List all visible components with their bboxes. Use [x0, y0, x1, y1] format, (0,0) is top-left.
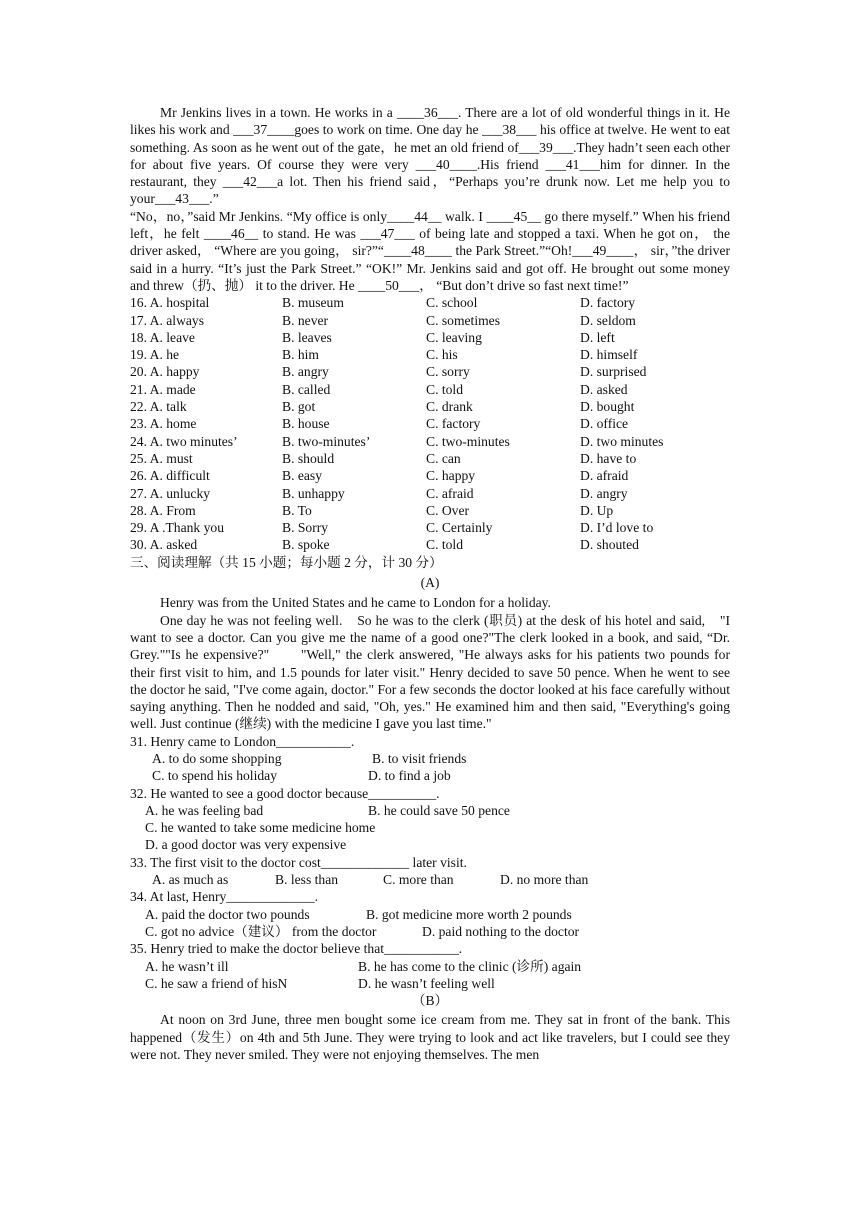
- option-d: D. angry: [580, 485, 628, 501]
- cloze-question: [130, 381, 730, 398]
- option-a: 24. A. two minutes’: [130, 433, 238, 449]
- option-row: [130, 871, 730, 888]
- section-heading: 三、阅读理解（共 15 小题；每小题 2 分，计 30 分）: [130, 554, 443, 570]
- option-a: 18. A. leave: [130, 329, 195, 345]
- option-d: D. himself: [580, 347, 638, 363]
- option-a: 25. A. must: [130, 450, 193, 466]
- option-d: D. shouted: [580, 537, 639, 553]
- option-row: [130, 767, 730, 784]
- cloze-question: [130, 519, 730, 536]
- option-b: B. should: [282, 450, 335, 466]
- option-b: B. got medicine more worth 2 pounds: [366, 906, 572, 922]
- option-a: 22. A. talk: [130, 399, 187, 415]
- cloze-paragraph-2: “No，no，”said Mr Jenkins. “My office is only____44__ walk. I ____45__ go there myself.” When his friend left，he felt ____46__ to stand. He was ___47___ of being late and stopped a taxi. When he got on， the driver asked， “Where are you going， sir?”“____48____ the Park Street.”“Oh!___49____， sir，”the driver said in a hurry. “It’s just the Park Street.” “OK!” Mr. Jenkins said and got off. He brought out some money and threw（扔、抛） it to the driver. He ____50___， “But don’t drive so fast next time!”: [130, 208, 730, 293]
- passage-a-paragraph-1: Henry was from the United States and he came to London for a holiday.: [160, 595, 551, 611]
- question-stem: 35. Henry tried to make the doctor believe that___________.: [130, 941, 463, 957]
- option-c: C. sometimes: [426, 312, 501, 328]
- passage-b-paragraph-1: At noon on 3rd June, three men bought some ice cream from me. They sat in front of the bank. This happened（发生）on 4th and 5th June. They were trying to look and act like travelers, but I could see they were not. They never smiled. They were not enjoying themselves. The men: [130, 1012, 730, 1063]
- option-c: C. got no advice（建议） from the doctor: [145, 923, 377, 939]
- option-row: [130, 836, 730, 853]
- option-a: 16. A. hospital: [130, 295, 210, 311]
- option-d: D. factory: [580, 295, 636, 311]
- reading-question-32: [130, 785, 730, 854]
- cloze-question: [130, 433, 730, 450]
- option-d: D. Up: [580, 502, 614, 518]
- reading-question-34: [130, 888, 730, 940]
- option-c: C. leaving: [426, 329, 482, 345]
- option-b: B. less than: [275, 872, 339, 888]
- option-row: [130, 975, 730, 992]
- question-stem: 31. Henry came to London___________.: [130, 733, 355, 749]
- reading-question-35: [130, 940, 730, 992]
- option-a: A. paid the doctor two pounds: [145, 906, 310, 922]
- option-a: A. as much as: [152, 872, 229, 888]
- option-c: C. told: [426, 537, 464, 553]
- option-row: [130, 923, 730, 940]
- passage-a-paragraph-2: One day he was not feeling well. So he was to the clerk (职员) at the desk of his hotel and said, "I want to see a doctor. Can you give me the name of a good one?"The clerk looked in a book, and said, “Dr. Grey.""Is he expensive?" "Well," the clerk answered, "He always asks for his patients two pounds for their first visit to him, and 1.5 pounds for later visit." Henry decided to save 50 pence. When he went to see the doctor he said, "I've come again, doctor." For a few seconds the doctor looked at his face carefully without saying anything. Then he nodded and said, "Oh, yes." He examined him and then said, "Everything's going well. Just continue (继续) with the medicine I gave you last time.": [130, 612, 730, 732]
- option-b: B. got: [282, 399, 316, 415]
- option-d: D. afraid: [580, 468, 629, 484]
- cloze-question: [130, 536, 730, 553]
- option-d: D. office: [580, 416, 629, 432]
- option-row: [130, 906, 730, 923]
- option-d: D. asked: [580, 381, 628, 397]
- option-d: D. bought: [580, 399, 635, 415]
- option-a: A. to do some shopping: [152, 750, 282, 766]
- option-b: B. angry: [282, 364, 329, 380]
- option-a: 17. A. always: [130, 312, 205, 328]
- reading-question-31: [130, 733, 730, 785]
- option-c: C. Over: [426, 502, 470, 518]
- question-stem: 33. The first visit to the doctor cost_____________ later visit.: [130, 854, 467, 870]
- option-a: A. he was feeling bad: [145, 802, 264, 818]
- option-d: D. two minutes: [580, 433, 664, 449]
- option-row: [130, 750, 730, 767]
- option-c: C. Certainly: [426, 520, 493, 536]
- passage-b-label: （B）: [411, 993, 449, 1009]
- option-c: C. told: [426, 381, 464, 397]
- option-c: C. happy: [426, 468, 476, 484]
- cloze-question: [130, 502, 730, 519]
- option-c: C. his: [426, 347, 458, 363]
- option-c: C. he saw a friend of hisN: [145, 975, 288, 991]
- cloze-question: [130, 363, 730, 380]
- option-a: 29. A .Thank you: [130, 520, 225, 536]
- option-b: B. house: [282, 416, 330, 432]
- option-d: D. paid nothing to the doctor: [422, 923, 580, 939]
- option-c: C. he wanted to take some medicine home: [145, 820, 376, 836]
- option-b: B. easy: [282, 468, 323, 484]
- option-row: [130, 819, 730, 836]
- option-a: 23. A. home: [130, 416, 197, 432]
- option-a: 26. A. difficult: [130, 468, 210, 484]
- option-d: D. he wasn’t feeling well: [358, 975, 495, 991]
- option-c: C. sorry: [426, 364, 470, 380]
- option-b: B. he could save 50 pence: [368, 802, 510, 818]
- option-b: B. To: [282, 502, 312, 518]
- cloze-question: [130, 398, 730, 415]
- exam-page: [130, 104, 730, 1063]
- reading-question-33: [130, 854, 730, 889]
- option-c: C. school: [426, 295, 478, 311]
- option-d: D. a good doctor was very expensive: [145, 837, 347, 853]
- option-b: B. leaves: [282, 329, 332, 345]
- question-stem: 34. At last, Henry_____________.: [130, 889, 319, 905]
- option-a: 30. A. asked: [130, 537, 198, 553]
- option-a: 20. A. happy: [130, 364, 200, 380]
- option-b: B. never: [282, 312, 329, 328]
- option-c: C. can: [426, 450, 461, 466]
- option-b: B. spoke: [282, 537, 330, 553]
- option-c: C. more than: [383, 872, 454, 888]
- option-row: [130, 958, 730, 975]
- option-b: B. to visit friends: [372, 750, 467, 766]
- option-b: B. two-minutes’: [282, 433, 371, 449]
- option-a: 27. A. unlucky: [130, 485, 211, 501]
- option-d: D. left: [580, 329, 615, 345]
- option-b: B. him: [282, 347, 320, 363]
- option-a: 21. A. made: [130, 381, 196, 397]
- option-c: C. drank: [426, 399, 473, 415]
- cloze-question: [130, 467, 730, 484]
- cloze-question: [130, 312, 730, 329]
- option-d: D. seldom: [580, 312, 636, 328]
- option-d: D. have to: [580, 450, 637, 466]
- option-b: B. he has come to the clinic (诊所) again: [358, 958, 582, 974]
- option-d: D. surprised: [580, 364, 647, 380]
- option-a: A. he wasn’t ill: [145, 958, 229, 974]
- option-d: D. I’d love to: [580, 520, 654, 536]
- cloze-question: [130, 485, 730, 502]
- option-b: B. museum: [282, 295, 344, 311]
- cloze-question: [130, 294, 730, 311]
- option-c: C. factory: [426, 416, 481, 432]
- question-stem: 32. He wanted to see a good doctor because__________.: [130, 785, 440, 801]
- option-b: B. called: [282, 381, 331, 397]
- passage-a-label: (A): [420, 575, 440, 591]
- option-a: 19. A. he: [130, 347, 180, 363]
- option-c: C. afraid: [426, 485, 474, 501]
- cloze-question: [130, 346, 730, 363]
- cloze-question: [130, 415, 730, 432]
- cloze-question: [130, 450, 730, 467]
- option-a: 28. A. From: [130, 502, 196, 518]
- option-c: C. two-minutes: [426, 433, 510, 449]
- cloze-paragraph-1: Mr Jenkins lives in a town. He works in a ____36___. There are a lot of old wonderful things in it. He likes his work and ___37____goes to work on time. One day he ___38___ his office at twelve. He went to eat something. As soon as he went out of the gate，he met an old friend of___39___.They hadn’t seen each other for about five years. Of course they were very ___40____.His friend ___41___him for dinner. In the restaurant, they ___42___a lot. Then his friend said，“Perhaps you’re drunk now. Let me help you to your___43___.”: [130, 105, 730, 207]
- cloze-question-list: [130, 294, 730, 553]
- option-c: C. to spend his holiday: [152, 768, 277, 784]
- option-b: B. unhappy: [282, 485, 345, 501]
- option-b: B. Sorry: [282, 520, 329, 536]
- cloze-question: [130, 329, 730, 346]
- option-row: [130, 802, 730, 819]
- option-d: D. to find a job: [368, 768, 451, 784]
- option-d: D. no more than: [500, 872, 589, 888]
